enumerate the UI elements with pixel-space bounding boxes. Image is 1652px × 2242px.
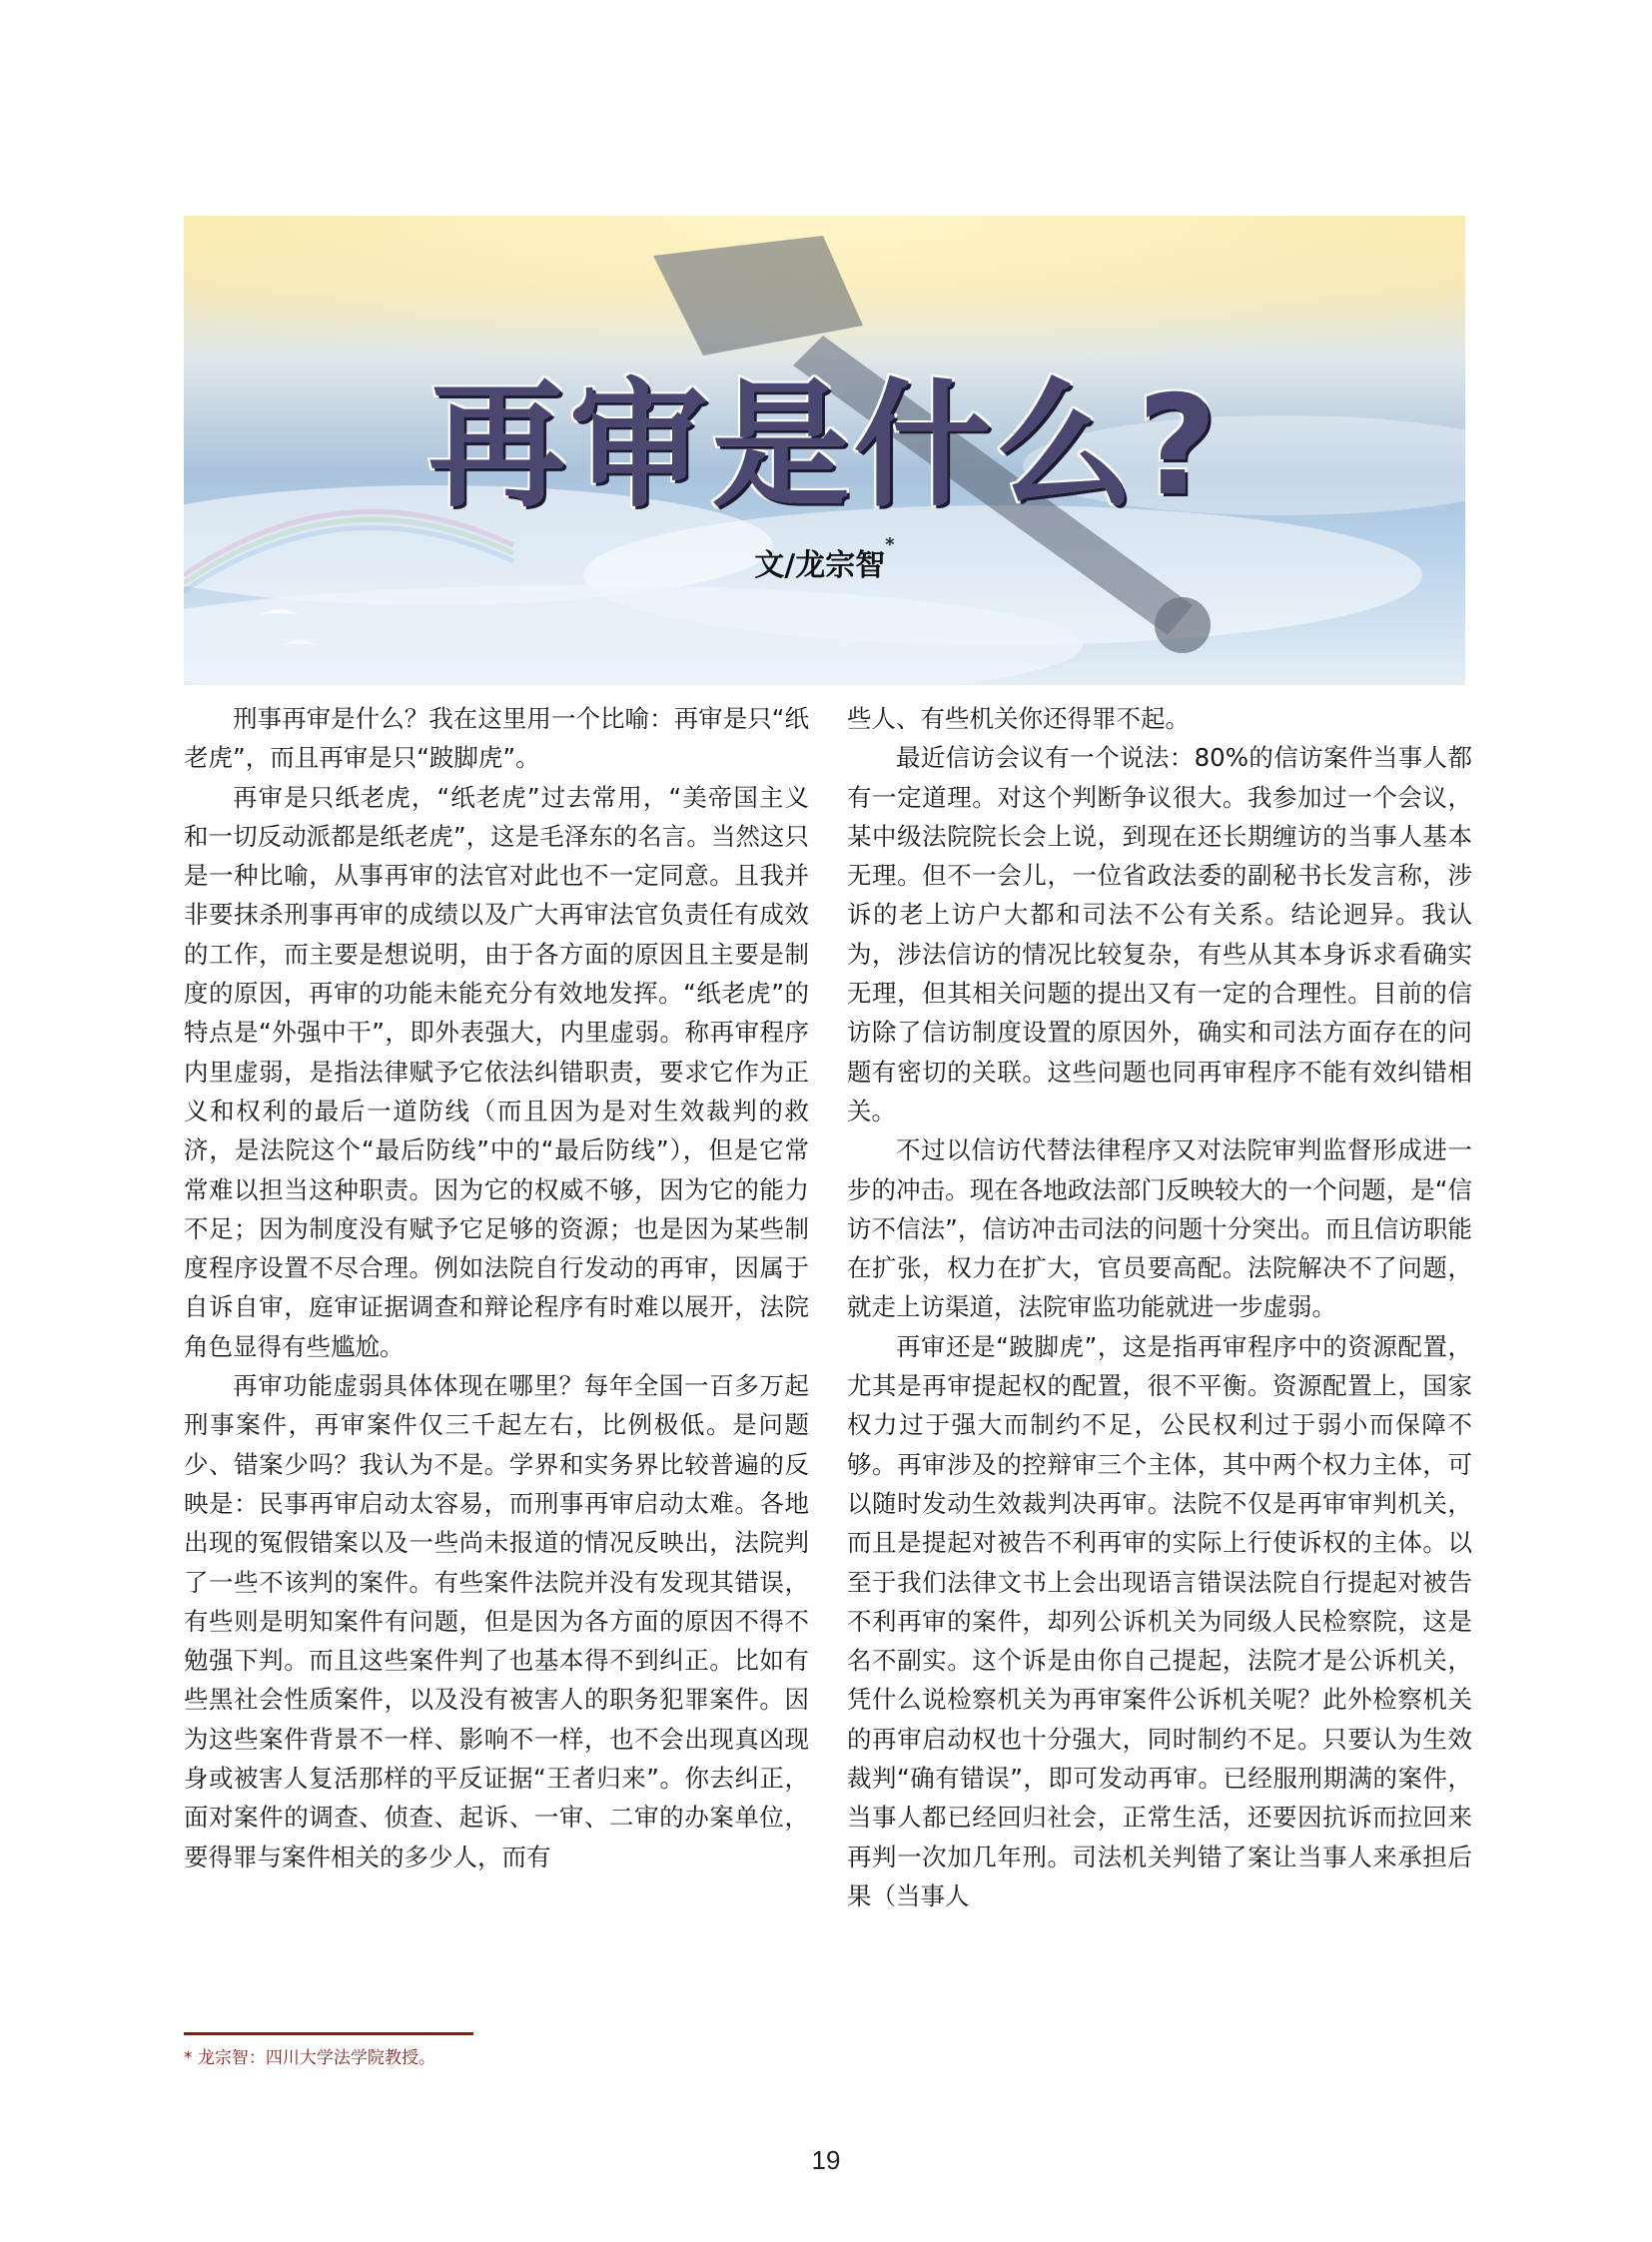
title-banner [184,216,1465,685]
paragraph: 再审是只纸老虎，“纸老虎”过去常用，“美帝国主义和一切反动派都是纸老虎”，这是毛泽东的名言。当然这只是一种比喻，从事再审的法官对此也不一定同意。且我并非要抹杀刑事再审的成绩以及广大再审法官负责任有成效的工作，而主要是想说明，由于各方面的原因且主要是制度的原因，再审的功能未能充分有效地发挥。“纸老虎”的特点是“外强中干”，即外表强大，内里虚弱。称再审程序内里虚弱，是指法律赋予它依法纠错职责，要求它作为正义和权利的最后一道防线（而且因为是对生效裁判的救济，是法院这个“最后防线”中的“最后防线”），但是它常常难以担当这种职责。因为它的权威不够，因为它的能力不足；因为制度没有赋予它足够的资源；也是因为某些制度程序设置不尽合理。例如法院自行发动的再审，因属于自诉自审，庭审证据调查和辩论程序有时难以展开，法院角色显得有些尴尬。 [184,782,809,1361]
author-footnote-mark: * [885,534,895,555]
article-title: 再审是什么? [427,366,1222,526]
paragraph-continuation: 些人、有些机关你还得罪不起。 [847,704,1190,733]
footnote-mark: * [184,2048,193,2068]
page-number: 19 [811,2145,841,2175]
author-name: 文/龙宗智 [754,548,886,583]
footnote-rule [184,2032,473,2035]
left-column [184,699,809,1876]
footnote-text: 龙宗智：四川大学法学院教授。 [197,2048,435,2068]
paragraph: 最近信访会议有一个说法：80%的信访案件当事人都有一定道理。对这个判断争议很大。我参加过一个会议，某中级法院院长会上说，到现在还长期缠访的当事人基本无理。但不一会儿，一位省政法委的副秘书长发言称，涉诉的老上访户大都和司法不公有关系。结论迥异。我认为，涉法信访的情况比较复杂，有些从其本身诉求看确实无理，但其相关问题的提出又有一定的合理性。目前的信访除了信访制度设置的原因外，确实和司法方面存在的问题有密切的关联。这些问题也同再审程序不能有效纠错相关。 [847,743,1472,1125]
paragraph: 不过以信访代替法律程序又对法院审判监督形成进一步的冲击。现在各地政法部门反映较大的一个问题，是“信访不信法”，信访冲击司法的问题十分突出。而且信访职能在扩张，权力在扩大，官员要高配。法院解决不了问题，就走上访渠道，法院审监功能就进一步虚弱。 [847,1135,1472,1322]
right-column [847,699,1472,1915]
author-byline [184,534,1465,584]
paragraph: 再审功能虚弱具体体现在哪里？每年全国一百多万起刑事案件，再审案件仅三千起左右，比例极低。是问题少、错案少吗？我认为不是。学界和实务界比较普遍的反映是：民事再审启动太容易，而刑事再审启动太难。各地出现的冤假错案以及一些尚未报道的情况反映出，法院判了一些不该判的案件。有些案件法院并没有发现其错误，有些则是明知案件有问题，但是因为各方面的原因不得不勉强下判。而且这些案件判了也基本得不到纠正。比如有些黑社会性质案件，以及没有被害人的职务犯罪案件。因为这些案件背景不一样、影响不一样，也不会出现真凶现身或被害人复活那样的平反证据“王者归来”。你去纠正，面对案件的调查、侦查、起诉、一审、二审的办案单位，要得罪与案件相关的多少人，而有 [184,1371,809,1871]
paragraph: 再审还是“跛脚虎”，这是指再审程序中的资源配置，尤其是再审提起权的配置，很不平衡。资源配置上，国家权力过于强大而制约不足，公民权利过于弱小而保障不够。再审涉及的控辩审三个主体，其中两个权力主体，可以随时发动生效裁判决再审。法院不仅是再审审判机关，而且是提起对被告不利再审的实际上行使诉权的主体。以至于我们法律文书上会出现语言错误法院自行提起对被告不利再审的案件，却列公诉机关为同级人民检察院，这是名不副实。这个诉是由你自己提起，法院才是公诉机关，凭什么说检察机关为再审案件公诉机关呢？此外检察机关的再审启动权也十分强大，同时制约不足。只要认为生效裁判“确有错误”，即可发动再审。已经服刑期满的案件，当事人都已经回归社会，正常生活，还要因抗诉而拉回来再判一次加几年刑。司法机关判错了案让当事人来承担后果（当事人 [847,1331,1472,1910]
paragraph: 刑事再审是什么？我在这里用一个比喻：再审是只“纸老虎”，而且再审是只“跛脚虎”。 [184,704,809,773]
footnote [184,2043,435,2068]
